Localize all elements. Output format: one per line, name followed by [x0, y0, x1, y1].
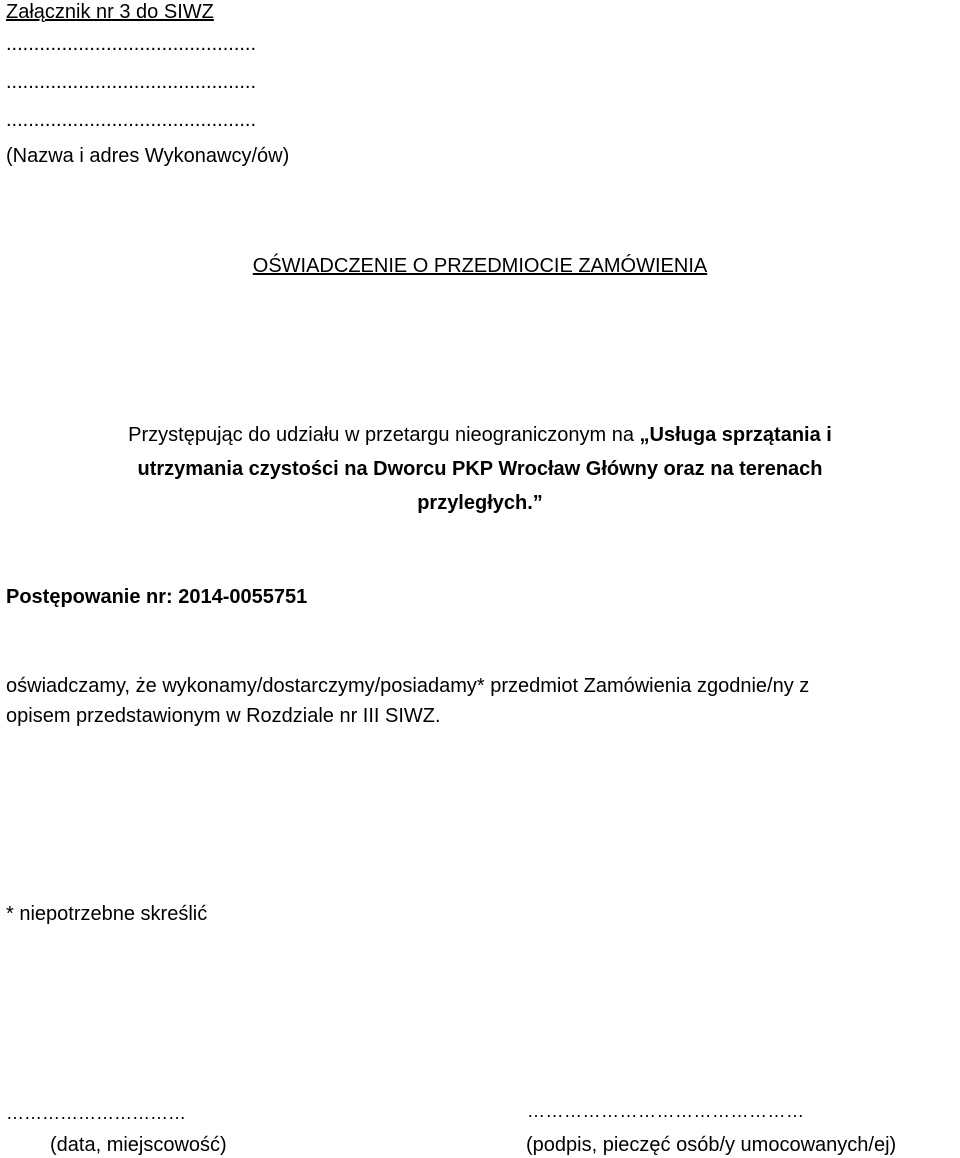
declaration-title: OŚWIADCZENIE O PRZEDMIOCIE ZAMÓWIENIA	[252, 255, 708, 277]
tender-name-text: „Usługa sprzątania i	[639, 424, 832, 446]
date-place-label: (data, miejscowość)	[50, 1134, 227, 1156]
signature-label: (podpis, pieczęć osób/y umocowanych/ej)	[526, 1134, 897, 1156]
intro-line	[0, 425, 960, 445]
statement-line: oświadczamy, że wykonamy/dostarczymy/posiadamy* przedmiot Zamówienia zgodnie/ny z	[6, 675, 810, 697]
contractor-name-dotted-line: .............................................	[6, 33, 257, 55]
footnote: * niepotrzebne skreślić	[6, 903, 208, 925]
contractor-name-label: (Nazwa i adres Wykonawcy/ów)	[6, 145, 290, 167]
tender-name-line: utrzymania czystości na Dworcu PKP Wrocław Główny oraz na terenach	[137, 458, 823, 480]
intro-regular-text: Przystępując do udziału w przetargu nieograniczonym na	[128, 424, 640, 446]
contractor-name-dotted-line: .............................................	[6, 109, 257, 131]
signature-dotted-line: ………………………………………	[527, 1101, 805, 1121]
statement-line: opisem przedstawionym w Rozdziale nr III SIWZ.	[6, 705, 441, 727]
tender-name-line: przyległych.”	[417, 492, 543, 514]
procedure-number: Postępowanie nr: 2014-0055751	[6, 586, 308, 608]
annex-heading: Załącznik nr 3 do SIWZ	[6, 1, 214, 23]
date-place-dotted-line: …………………………	[6, 1103, 186, 1123]
contractor-name-dotted-line: .............................................	[6, 71, 257, 93]
